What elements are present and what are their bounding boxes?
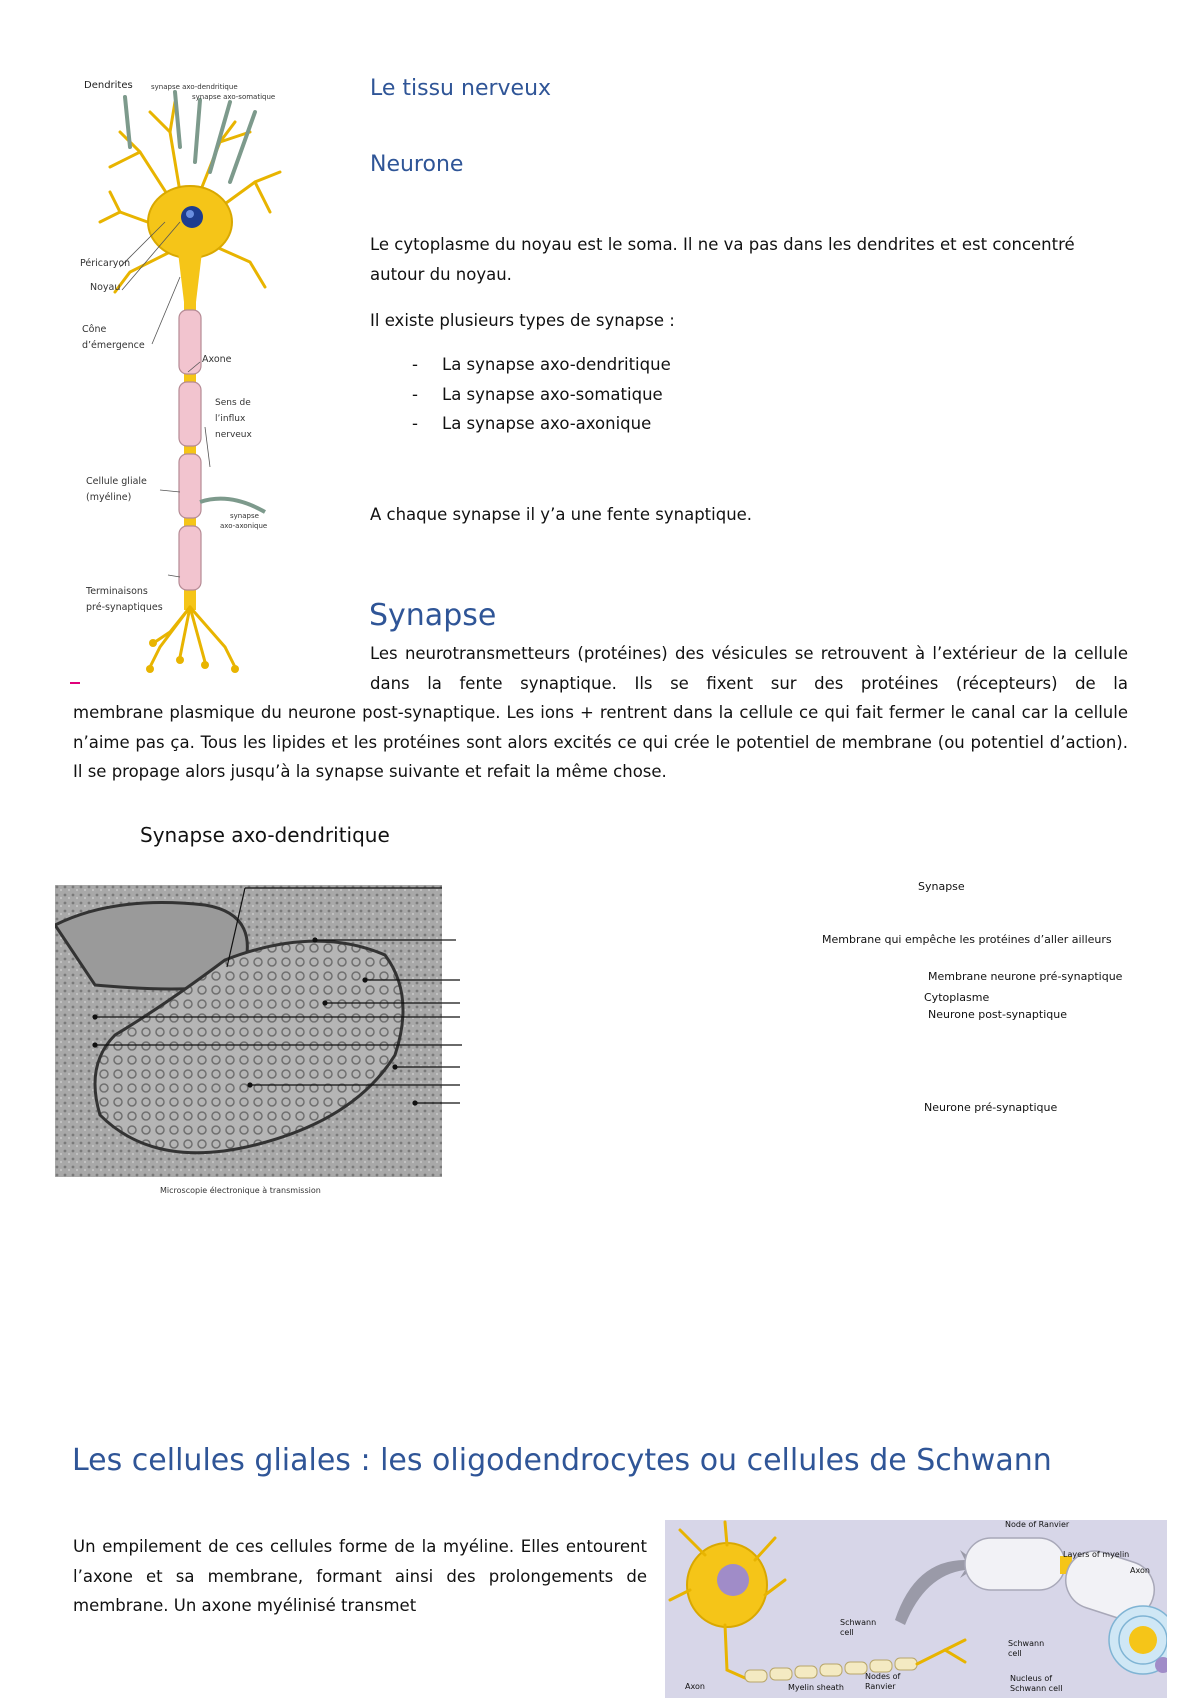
label-layers-myelin: Layers of myelin bbox=[1063, 1550, 1130, 1559]
label-dendrites: Dendrites bbox=[84, 80, 133, 91]
synapse-intro: Il existe plusieurs types de synapse : bbox=[370, 311, 675, 330]
label-neurone-post: Neurone post-synaptique bbox=[928, 1008, 1067, 1021]
synapse-paragraph-indented: Les neurotransmetteurs (protéines) des vésicules se retrouvent à l’extérieur de la cellule dans la fente synaptique. Ils se fixent sur des protéines (récepteurs) de la bbox=[370, 644, 1128, 693]
synapse-paragraph-full: membrane plasmique du neurone post-synaptique. Les ions + rentrent dans la cellule ce qui fait fermer le canal car la cellule n’aime pas ça. Tous les lipides et les protéines sont alors excités ce qui crée le potentiel de membrane (ou potentiel d’action). Il se propage alors jusqu’à la synapse suivante et refait la même chose. bbox=[73, 703, 1128, 781]
label-glial-1: Cellule gliale bbox=[86, 476, 147, 487]
neurone-heading: Neurone bbox=[370, 152, 464, 177]
label-term-1: Terminaisons bbox=[86, 586, 148, 597]
margin-mark bbox=[70, 682, 80, 684]
list-item: - La synapse axo-axonique bbox=[370, 409, 970, 439]
label-term-2: pré-synaptiques bbox=[86, 602, 163, 613]
micrograph-pointer-extensions bbox=[442, 885, 464, 1107]
micrograph-subcaption: Microscopie électronique à transmission bbox=[160, 1186, 321, 1195]
label-schwann-right-1: Schwann bbox=[1008, 1639, 1045, 1648]
label-noyau: Noyau bbox=[90, 282, 121, 293]
glial-heading: Les cellules gliales : les oligodendrocytes ou cellules de Schwann bbox=[72, 1443, 1052, 1478]
label-cytoplasme: Cytoplasme bbox=[924, 991, 990, 1004]
label-cone-1: Cône bbox=[82, 324, 107, 335]
label-sens-3: nerveux bbox=[215, 430, 252, 440]
label-schwann-top-1: Schwann bbox=[840, 1618, 877, 1627]
label-schwann-right-2: cell bbox=[1008, 1649, 1022, 1658]
synapse-types-list bbox=[370, 350, 970, 439]
micrograph-image bbox=[55, 885, 442, 1177]
list-item: - La synapse axo-dendritique bbox=[370, 350, 970, 380]
glial-paragraph: Un empilement de ces cellules forme de la myéline. Elles entourent l’axone et sa membrane, formant ainsi des prolongements de membrane. Un axone myélinisé transmet bbox=[73, 1537, 647, 1615]
fente-sentence: A chaque synapse il y’a une fente synaptique. bbox=[370, 505, 753, 524]
label-syn-axo-2: axo-axonique bbox=[220, 522, 268, 530]
label-nodes-1: Nodes of bbox=[865, 1672, 901, 1681]
label-glial-2: (myéline) bbox=[86, 492, 132, 503]
micrograph-caption: Synapse axo-dendritique bbox=[140, 823, 390, 847]
label-nucleus-1: Nucleus of bbox=[1010, 1674, 1053, 1683]
label-schwann-top-2: cell bbox=[840, 1628, 854, 1637]
neuron-figure bbox=[80, 72, 290, 687]
label-axone: Axone bbox=[202, 354, 232, 365]
label-cone-2: d’émergence bbox=[82, 340, 145, 351]
synapse-heading: Synapse bbox=[369, 598, 497, 633]
schwann-illustration bbox=[665, 1520, 1167, 1698]
list-item: - La synapse axo-somatique bbox=[370, 380, 970, 410]
label-synapse: Synapse bbox=[918, 880, 965, 893]
label-sens-2: l’influx bbox=[215, 414, 246, 424]
label-axon-right: Axon bbox=[1130, 1566, 1150, 1575]
label-myelin-sheath: Myelin sheath bbox=[788, 1683, 844, 1692]
label-nodes-2: Ranvier bbox=[865, 1682, 896, 1691]
label-sens-1: Sens de bbox=[215, 398, 251, 408]
label-node-ranvier: Node of Ranvier bbox=[1005, 1520, 1070, 1529]
schwann-figure bbox=[665, 1520, 1167, 1698]
page-title: Le tissu nerveux bbox=[370, 76, 552, 101]
label-membrane-pre: Membrane neurone pré-synaptique bbox=[928, 970, 1123, 983]
label-axon-left: Axon bbox=[685, 1682, 705, 1691]
label-syn-axo-1: synapse bbox=[230, 512, 259, 520]
label-syn-axo-somatique: synapse axo-somatique bbox=[192, 93, 276, 101]
label-syn-axo-dendritique: synapse axo-dendritique bbox=[151, 83, 238, 91]
label-neurone-pre: Neurone pré-synaptique bbox=[924, 1101, 1058, 1114]
label-membrane-blocks: Membrane qui empêche les protéines d’aller ailleurs bbox=[822, 933, 1112, 946]
label-pericaryon: Péricaryon bbox=[80, 258, 131, 269]
label-nucleus-2: Schwann cell bbox=[1010, 1684, 1063, 1693]
neuron-paragraph: Le cytoplasme du noyau est le soma. Il ne va pas dans les dendrites et est concentré autour du noyau. bbox=[370, 235, 1075, 284]
